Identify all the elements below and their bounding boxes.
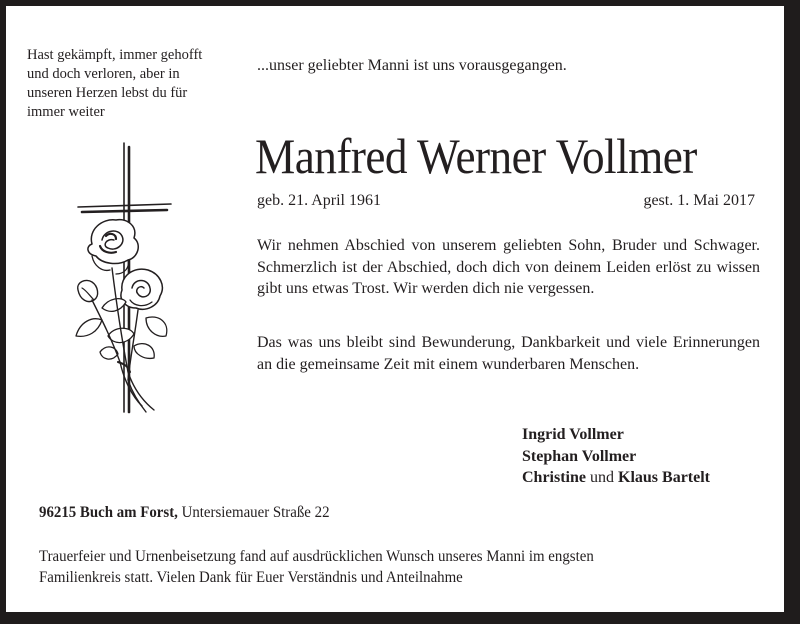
funeral-note: [39, 546, 594, 588]
funeral-note-line: Familienkreis statt. Vielen Dank für Euer Verständnis und Anteilnahme: [39, 569, 463, 586]
mourner-name: Klaus Bartelt: [618, 469, 710, 487]
death-date: gest. 1. Mai 2017: [643, 192, 755, 209]
address-town: 96215 Buch am Forst,: [39, 504, 178, 521]
conjunction: und: [590, 469, 614, 487]
birth-date: geb. 21. April 1961: [257, 192, 381, 209]
motto-line: Hast gekämpft, immer gehofft: [27, 47, 203, 63]
mourner-name: Ingrid Vollmer: [522, 426, 624, 443]
motto-verse: [27, 46, 257, 122]
mourner-couple: [522, 467, 710, 489]
address-street: Untersiemauer Straße 22: [181, 504, 330, 521]
memories-paragraph: Das was uns bleibt sind Bewunderung, Dankbarkeit und viele Erinnerungen an die gemeinsame Zeit mit einem wunderbaren Menschen.: [257, 334, 760, 373]
mourner-name: Stephan Vollmer: [522, 447, 637, 465]
motto-line: immer weiter: [27, 104, 105, 120]
family-address: [39, 504, 330, 522]
obituary-notice: [6, 6, 784, 612]
cross-with-roses-icon: [72, 140, 176, 422]
mourner-name: Christine: [522, 469, 586, 487]
farewell-paragraph: Wir nehmen Abschied von unserem geliebten Sohn, Bruder und Schwager. Schmerzlich ist der Abschied, doch dich von deinem Leiden erlöst zu wissen gibt uns etwas Trost. Wir werden dich nie vergessen.: [257, 237, 760, 297]
mourners-list: [522, 424, 710, 489]
deceased-name: Manfred Werner Vollmer: [255, 128, 697, 184]
motto-line: unseren Herzen lebst du für: [27, 85, 188, 101]
funeral-note-line: Trauerfeier und Urnenbeisetzung fand auf ausdrücklichen Wunsch unseres Manni im engsten: [39, 548, 594, 565]
intro-line: ...unser geliebter Manni ist uns vorausgegangen.: [257, 57, 567, 74]
motto-line: und doch verloren, aber in: [27, 66, 180, 82]
